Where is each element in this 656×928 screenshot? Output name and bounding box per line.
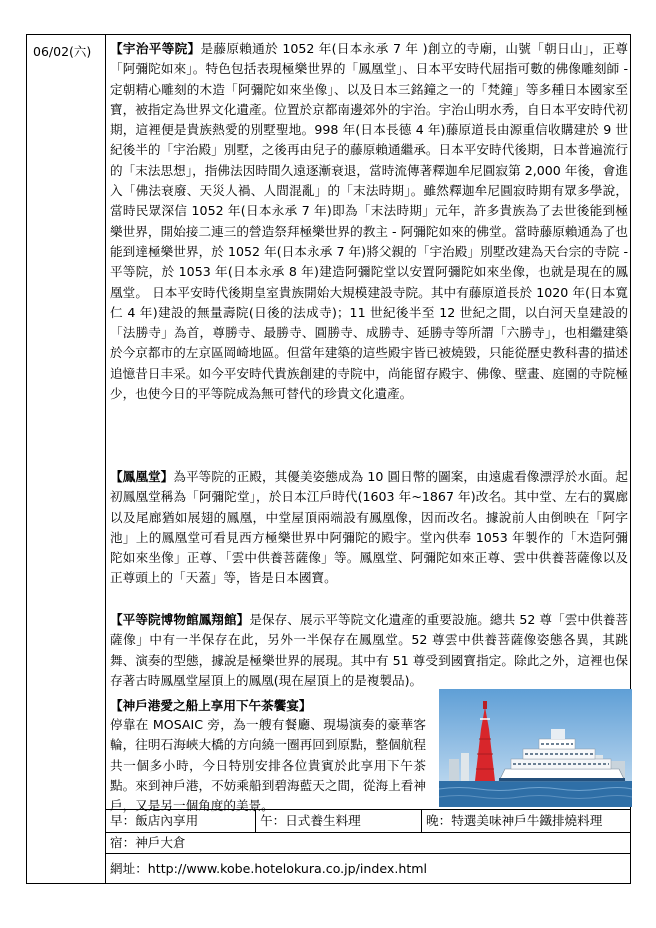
paragraph-phoenix-hall <box>110 467 628 589</box>
date-label: 06/02(六) <box>33 44 92 59</box>
hotel-url[interactable]: 網址：http://www.kobe.hotelokura.co.jp/index.html <box>110 861 428 876</box>
date-column <box>27 35 106 883</box>
breakfast-cell: 早：飯店內享用 <box>106 810 256 832</box>
paragraph-museum <box>110 610 628 691</box>
meals-row <box>106 809 630 833</box>
body-museum: 是保存、展示平等院文化遺產的重要設施。總共 52 尊「雲中供養菩薩像」中有一半保存在此，另外一半保存在鳳凰堂。52 尊雲中供養菩薩像姿態各異，其跳舞、演奏的型態，據說是極樂世界的展現。其中有 51 尊受到國寶指定。除此之外，這裡也保存著古時鳳凰堂屋頂上的鳳凰(現在屋頂上的是複製品)。 <box>110 612 628 688</box>
body-kobe-cruise: 停靠在 MOSAIC 旁，為一艘有餐廳、現場演奏的豪華客輪，往明石海峽大橋的方向繞一圈再回到原點，整個航程共一個多小時，今日特別安排各位貴賓於此享用下午茶點。來到神戶港，不妨乘船到碧海藍天之間，從海上看神戶，又是另一個角度的美景。 <box>110 717 426 814</box>
heading-byodoin: 【宇治平等院】 <box>110 41 201 56</box>
body-phoenix-hall: 為平等院的正殿，其優美姿態成為 10 圓日幣的圖案，由遠處看像漂浮於水面。起初鳳凰堂稱為「阿彌陀堂」，於日本江戶時代(1603 年~1867 年)改名。其中堂、左右的翼廊以及尾廊猶如展翅的鳳凰，中堂屋頂兩端設有鳳凰像，因而改名。據說前人由倒映在「阿字池」上的鳳凰堂可看見西方極樂世界中阿彌陀的殿宇。堂內供奉 1053 年製作的「木造阿彌陀如來坐像」正尊、「雲中供養菩薩像」等。鳳凰堂、阿彌陀如來正尊、雲中供養菩薩像以及正尊頭上的「天蓋」等，皆是日本國寶。 <box>110 469 628 586</box>
body-byodoin: 是藤原賴通於 1052 年(日本永承 7 年 )創立的寺廟，山號「朝日山」，正尊「阿彌陀如來」。特色包括表現極樂世界的「鳳凰堂」、日本平安時代屈指可數的佛像雕刻師 - 定朝精心雕刻的木造「阿彌陀如來坐像」、以及日本三銘鐘之一的「梵鐘」等多種日本國家至寶，被指定為世界文化遺產。位置於京都南邊郊外的宇治。宇治山明水秀，自日本平安時代初期，這裡便是貴族熱愛的別墅聖地。998 年(日本長德 4 年)藤原道長由源重信收購建於 9 世紀後半的「宇治殿」別墅，之後再由兒子的藤原賴通繼承。日本平安時代後期，日本普遍流行的「末法思想」，指佛法因時間久遠逐漸衰退，當時流傳著釋迦牟尼圓寂第 2,000 年後，會進入「佛法衰廢、天災人禍、人間混亂」的「末法時期」。雖然釋迦牟尼圓寂時期有眾多學說，當時民眾深信 1052 年(日本永承 7 年)即為「末法時期」元年，許多貴族為了去世後能到極樂世界，開始接二連三的營造祭拜極樂世界的教主 - 阿彌陀如來的佛堂。當時藤原賴通為了也能到達極樂世界，於 1052 年(日本永承 7 年)將父親的「宇治殿」別墅改建為天台宗的寺院 - 平等院，於 1053 年(日本永承 8 年)建造阿彌陀堂以安置阿彌陀如來坐像，也就是現在的鳳凰堂。 日本平安時代後期皇室貴族開始大規模建設寺院。其中有藤原道長於 1020 年(日本寬仁 4 年)建設的無量壽院(日後的法成寺)；11 世紀後半至 12 世紀之間，以白河天皇建設的「法勝寺」為首，尊勝寺、最勝寺、圓勝寺、成勝寺、延勝寺等所謂「六勝寺」，也相繼建築於今京都市的左京區岡崎地區。但當年建築的這些殿宇皆已被燒毀，只能從歷史教科書的描述追憶昔日丰采。如今平安時代貴族創建的寺院中，尚能留存殿宇、佛像、壁畫、庭園的寺院極少，也使今日的平等院成為無可替代的珍貴文化遺產。 <box>110 41 629 402</box>
heading-kobe-cruise: 【神戶港愛之船上享用下午茶饗宴】 <box>110 698 312 713</box>
lunch-cell: 午：日式養生料理 <box>256 810 422 832</box>
heading-phoenix-hall: 【鳳凰堂】 <box>110 469 174 484</box>
kobe-port-illustration <box>439 689 632 807</box>
heading-museum: 【平等院博物館鳳翔館】 <box>110 612 250 627</box>
content-column <box>106 35 630 883</box>
paragraph-byodoin <box>110 39 628 404</box>
itinerary-table <box>26 34 631 884</box>
hotel-row: 宿：神戶大倉 <box>106 832 630 854</box>
dinner-cell: 晚：特選美味神戶牛鐵排燒料理 <box>426 813 603 828</box>
kobe-port-photo <box>439 689 632 807</box>
